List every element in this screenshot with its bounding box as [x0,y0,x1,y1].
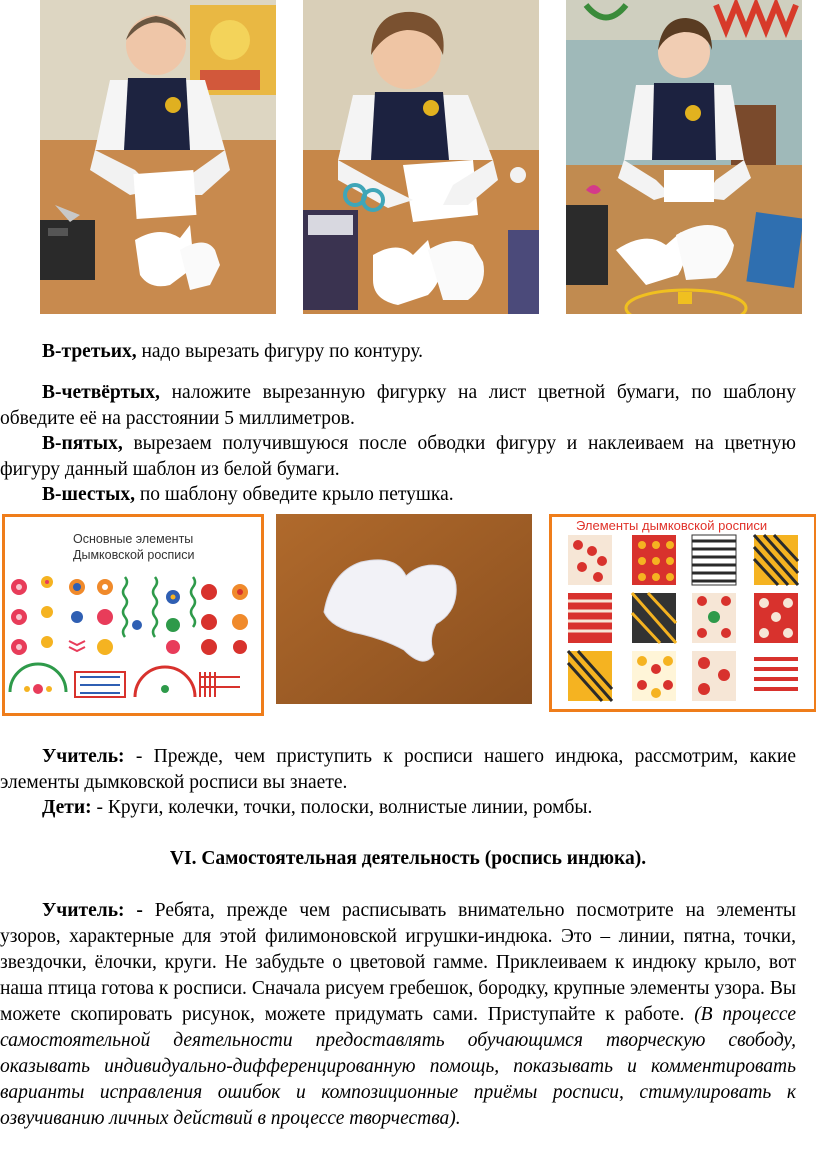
step-third-text: надо вырезать фигуру по контуру. [136,341,424,362]
step-fifth-text: вырезаем получившуюся после обводки фигуру и наклеиваем на цветную фигуру данный шаблон из белой бумаги. [0,433,796,480]
step-sixth-label: В-шестых, [42,484,135,505]
step-sixth [0,482,796,508]
step-third-label: В-третьих, [42,341,137,362]
final-italic-note: (В процессе самостоятельной деятельности предоставлять обучающимся творческую свободу, оказывать индивидуально-дифференцированную помощь, показывать и комментировать варианты исправления ошибок и композиционные приёмы росписи, стимулировать к озвучиванию личных действий в процессе творчества). [0,1004,796,1129]
step-fourth-label: В-четвёртых, [42,382,160,403]
teacher-label: Учитель: [42,746,125,767]
classroom-photo-2 [303,0,539,314]
children-answer [0,795,796,821]
basic-elements-title-line2: Дымковской росписи [73,548,195,562]
patterns-panel [549,514,816,712]
step-third [0,339,796,365]
section-heading: VI. Самостоятельная деятельность (роспись индюка). [169,848,647,869]
patterns-illustration [552,517,814,709]
teacher-question [0,744,796,796]
final-instruction [0,898,796,1132]
final-instruction-text: Ребята, прежде чем расписывать внимательно посмотрите на элементы узоров, характерные для этой филимоновской игрушки-индюка. Это – линии, пятна, точки, звездочки, ёлочки, круги. Не забудьте о цветовой гамме. Приклеиваем к индюку крыло, вот наша птица готова к росписи. Сначала рисуем гребешок, бородку, крупные элементы узора. Вы можете скопировать рисунок, можете придумать сами. Приступайте к работе. [0,900,796,1025]
patterns-title: Элементы дымковской росписи [576,518,768,533]
teacher-question-text: - Прежде, чем приступить к росписи нашего индюка, рассмотрим, какие элементы дымковской росписи вы знаете. [0,746,796,793]
basic-elements-title-line1: Основные элементы [73,532,194,546]
classroom-photo-3 [566,0,802,314]
basic-elements-panel [2,514,264,716]
step-fourth [0,380,796,432]
basic-elements-illustration [5,517,261,713]
children-label: Дети: [42,797,92,818]
step-sixth-text: по шаблону обведите крыло петушка. [134,484,454,505]
step-fifth-label: В-пятых, [42,433,123,454]
final-teacher-label: Учитель: - [42,900,143,921]
classroom-photo-1 [40,0,276,314]
step-fifth [0,431,796,483]
children-answer-text: - Круги, колечки, точки, полоски, волнистые линии, ромбы. [91,797,593,818]
step-fourth-text: наложите вырезанную фигурку на лист цветной бумаги, по шаблону обведите её на расстоянии 5 миллиметров. [0,382,796,429]
wing-template-photo [276,514,532,704]
